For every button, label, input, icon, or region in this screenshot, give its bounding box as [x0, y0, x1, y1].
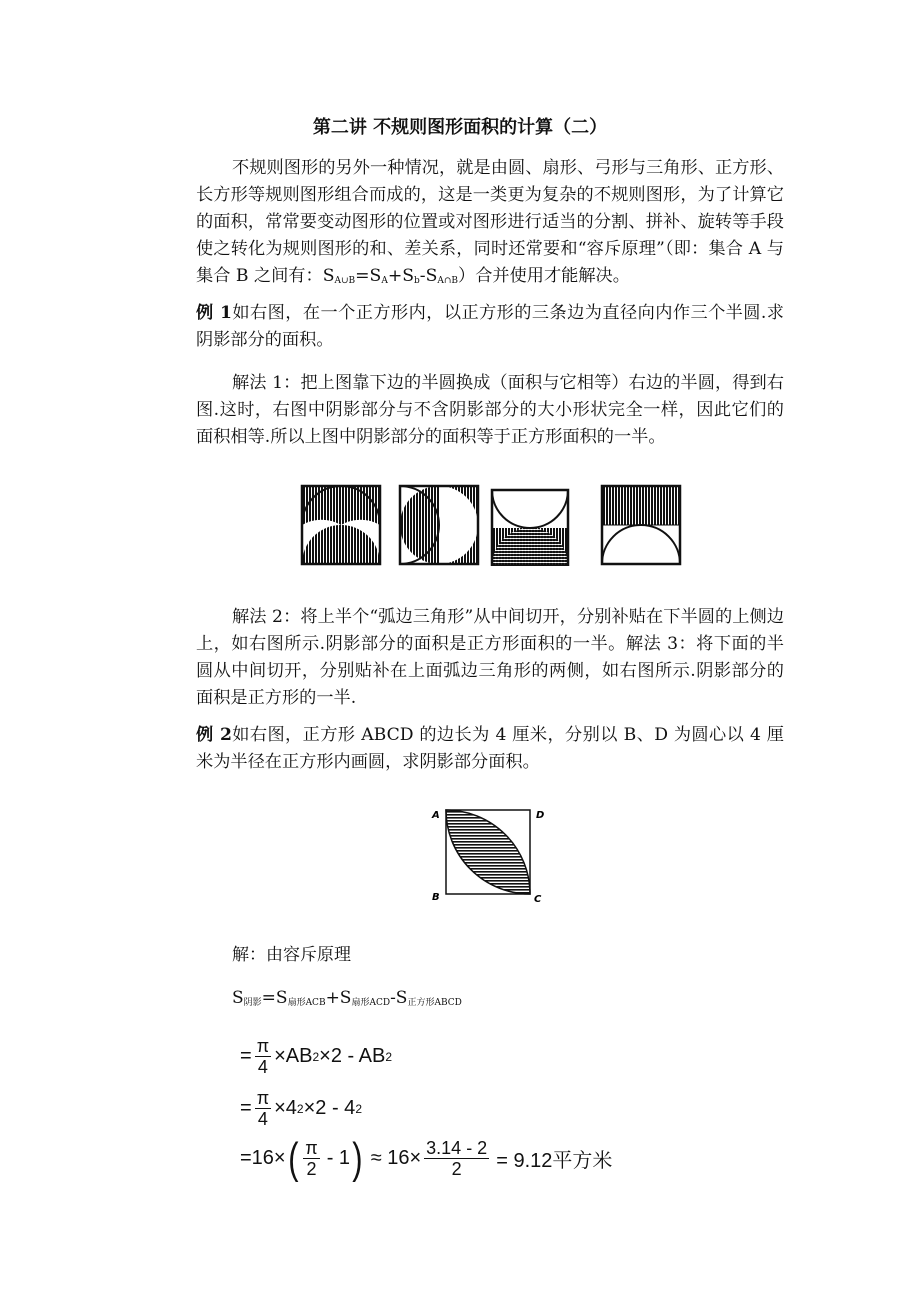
fraction-pi-over-2: $\frac{\pi}{2}$	[305, 1138, 318, 1179]
figure-1a	[302, 486, 380, 564]
label-a: A	[432, 810, 440, 821]
figure-row-1	[300, 484, 685, 566]
solution-label: 解：由容斥原理	[232, 945, 351, 965]
figure-1d	[602, 486, 680, 564]
figure-1c	[492, 490, 568, 566]
example1-paragraph	[196, 300, 784, 354]
equation-line-1: = $\frac{\pi}{4}$ ×AB 2 ×2 - AB 2	[240, 1036, 392, 1077]
equation-line-3: =16× ( $\frac{\pi}{2}$ - 1 ) ≈ 16× $\frac{3.14 - 2}{2}$ = 9.12平方米	[240, 1133, 613, 1183]
equation-line-2: = $\frac{\pi}{4}$ ×4 2 ×2 - 4 2	[240, 1088, 362, 1129]
solution2-paragraph: 解法 2：将上半个“弧边三角形”从中间切开，分别补贴在下半圆的上侧边上，如右图所示.阴影部分的面积是正方形面积的一半。解法 3：将下面的半圆从中间切开，分别贴补在上面弧边三角形的两侧，如右图所示.阴影部分的面积是正方形的一半.	[196, 607, 784, 708]
label-d: D	[536, 810, 545, 821]
example1-label: 例 1	[196, 303, 232, 323]
figure-2	[428, 802, 552, 906]
label-b: B	[432, 892, 440, 903]
example2-label: 例 2	[196, 725, 232, 745]
fraction-result: $\frac{3.14 - 2}{2}$	[426, 1138, 488, 1179]
example2-paragraph	[196, 722, 784, 776]
intro-paragraph: 不规则图形的另外一种情况，就是由圆、扇形、弓形与三角形、正方形、长方形等规则图形组合而成的，这是一类更为复杂的不规则图形，为了计算它的面积，常常要变动图形的位置或对图形进行适当的分割、拼补、旋转等手段使之转化为规则图形的和、差关系，同时还常要和“容斥原理”（即：集合 A 与集合 B 之间有：$S_{A\cup B}=S_A+S_b-S_{A\cap B}$）合并使用才能解决。	[196, 158, 784, 286]
figure-1b	[400, 486, 478, 564]
label-c: C	[534, 894, 542, 905]
area-formula: $S_{阴影}=S_{扇形ACB}+S_{扇形ACD}-S_{正方形ABCD}$	[232, 988, 462, 1008]
intro-text: 不规则图形的另外一种情况，就是由圆、扇形、弓形与三角形、正方形、长方形等规则图形组合而成的，这是一类更为复杂的不规则图形，为了计算它的面积，常常要变动图形的位置或对图形进行适当的分割、拼补、旋转等手段使之转化为规则图形的和、差关系，同时还常要和“容斥原理”（即：集合 A 与集合 B 之间有：	[196, 158, 784, 286]
example1-text: 如右图，在一个正方形内，以正方形的三条边为直径向内作三个半圆.求阴影部分的面积。	[196, 303, 784, 350]
fraction-pi-over-4-b: $\frac{\pi}{4}$	[256, 1088, 270, 1129]
page-title: 第二讲 不规则图形面积的计算（二）	[312, 117, 608, 138]
example2-text: 如右图，正方形 ABCD 的边长为 4 厘米，分别以 B、D 为圆心以 4 厘米为半径在正方形内画圆，求阴影部分面积。	[196, 725, 784, 772]
fraction-pi-over-4: $\frac{\pi}{4}$	[256, 1036, 270, 1077]
solution1-paragraph: 解法 1：把上图靠下边的半圆换成（面积与它相等）右边的半圆，得到右图.这时，右图中阴影部分与不含阴影部分的大小形状完全一样，因此它们的面积相等.所以上图中阴影部分的面积等于正方形面积的一半。	[196, 373, 784, 447]
